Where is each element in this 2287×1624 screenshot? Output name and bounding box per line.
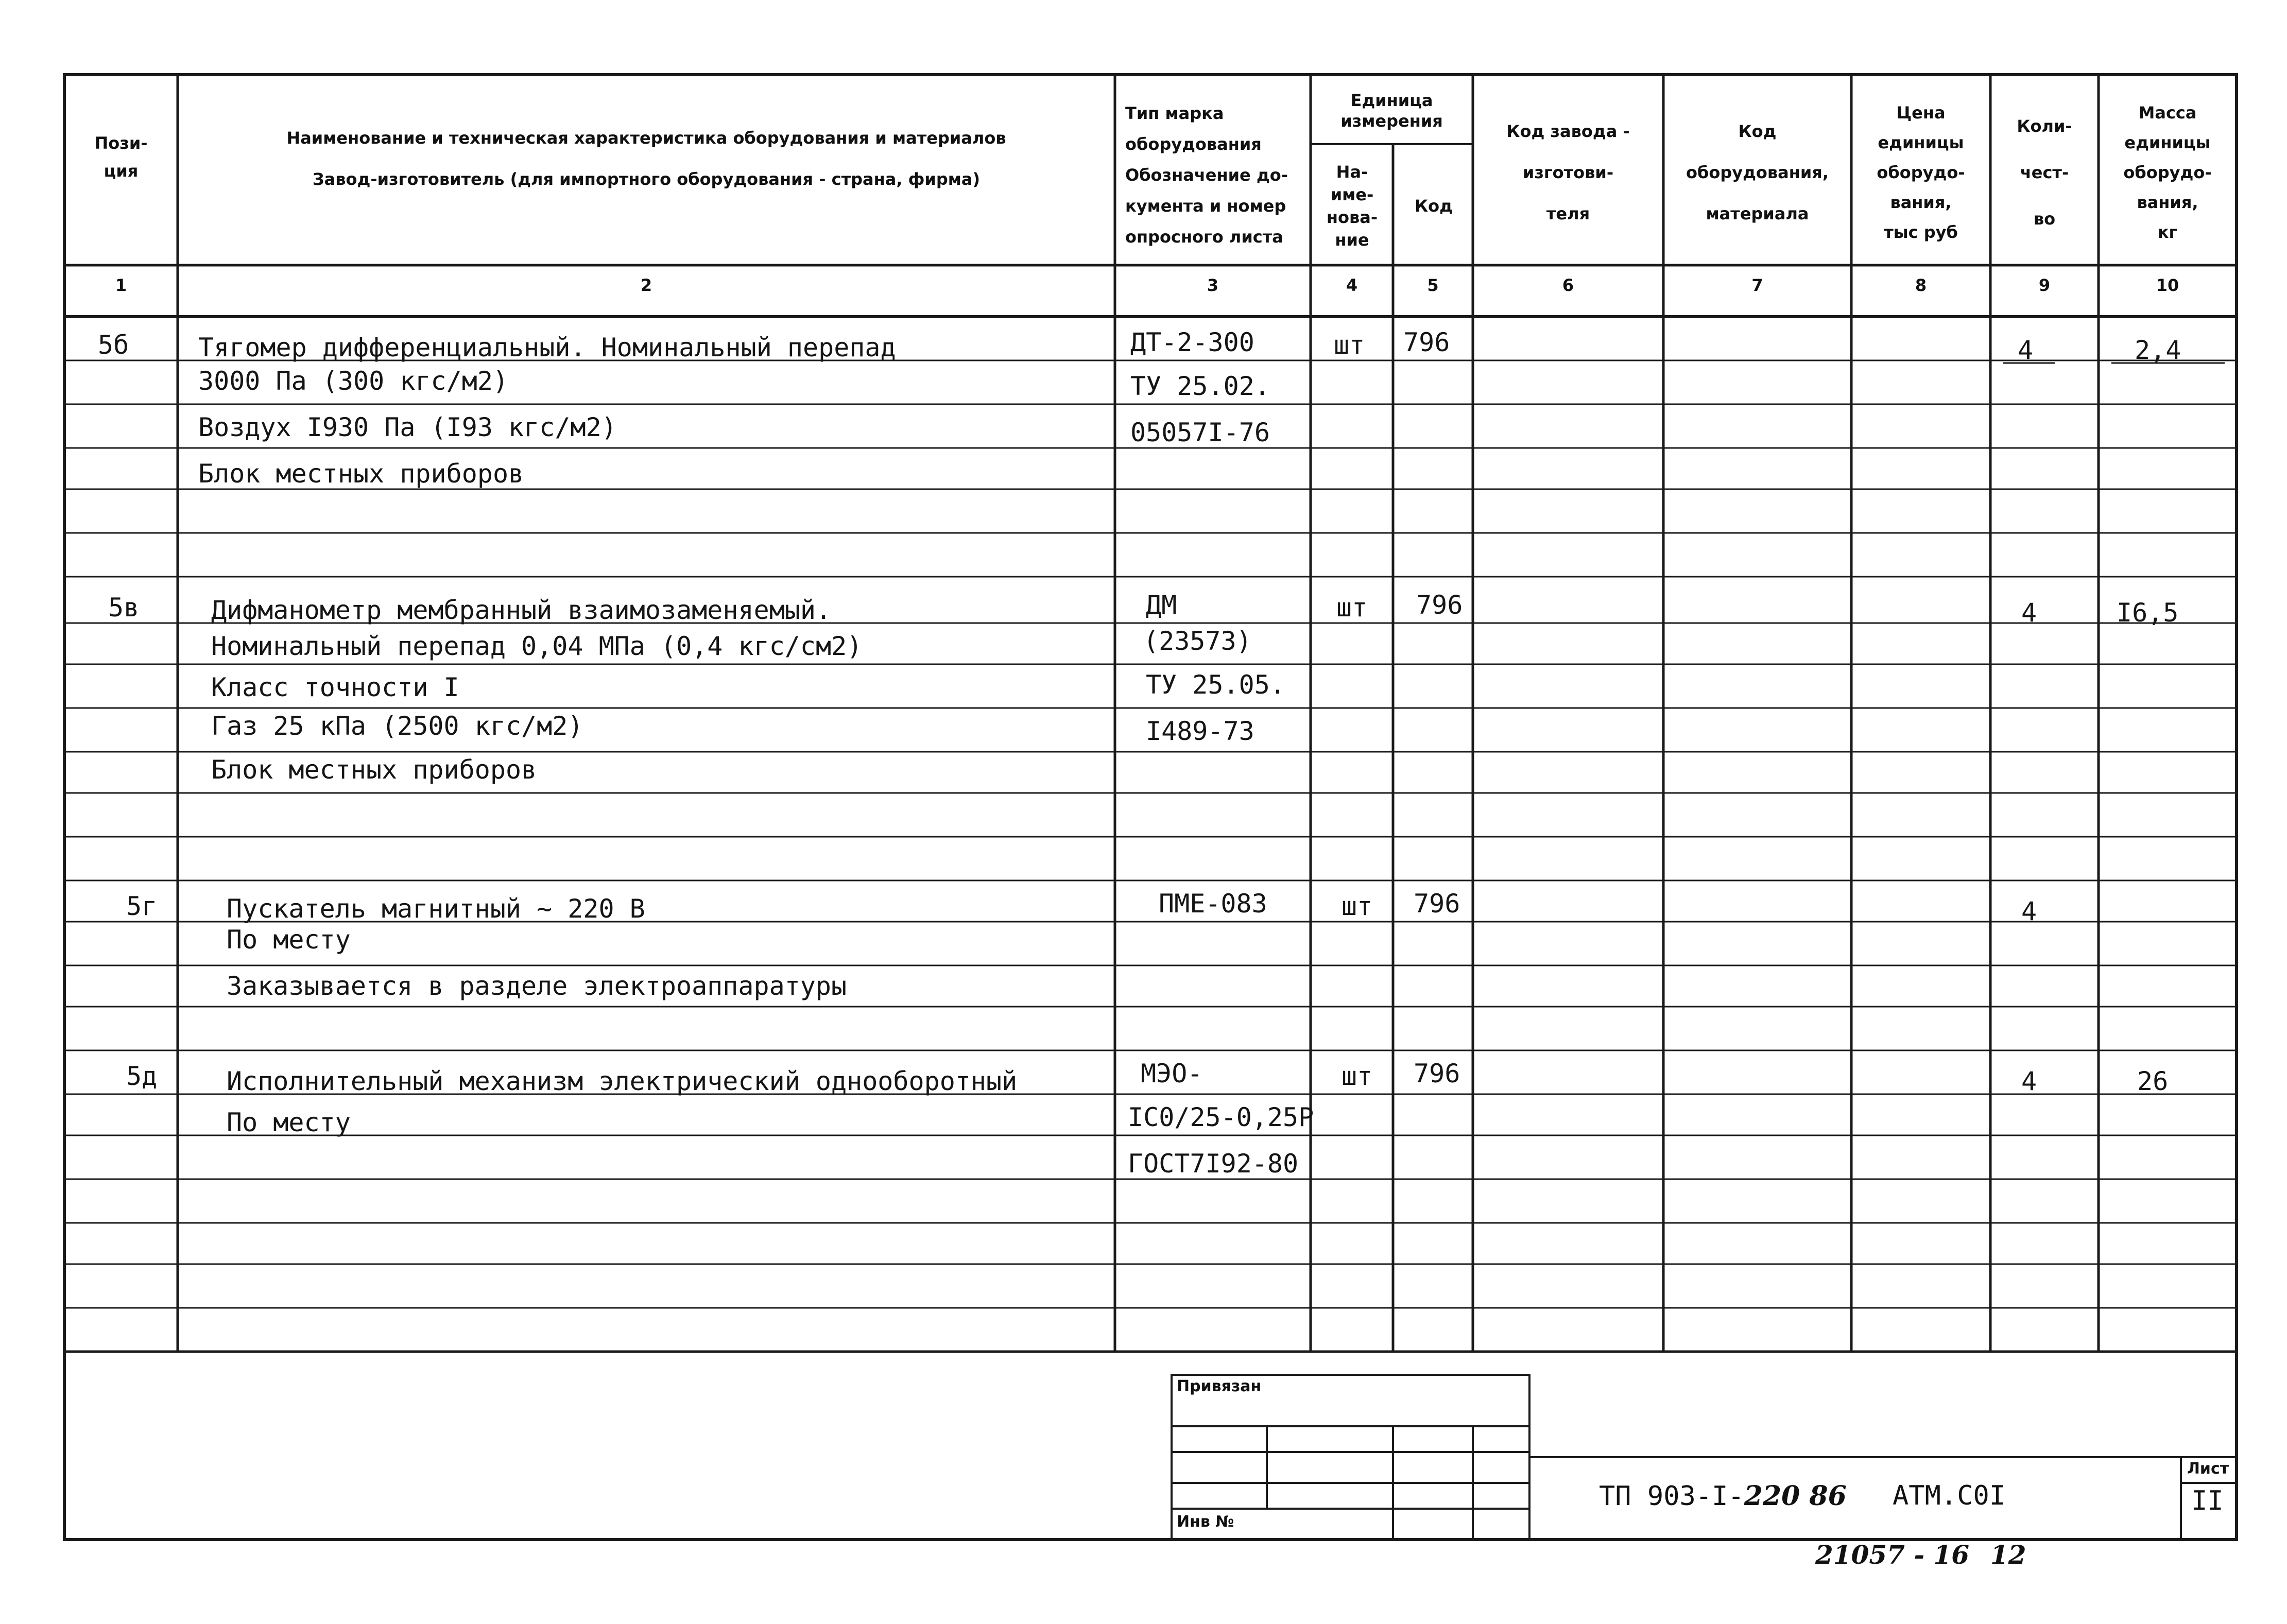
document-code: АТМ.С0I <box>1893 1480 2006 1511</box>
position-cell: 5б <box>98 330 129 360</box>
header-type-line: оборудования <box>1125 134 1262 154</box>
name-cell: Заказывается в разделе электроаппаратуры <box>227 971 847 1001</box>
name-cell: 3000 Па (300 кгс/м2) <box>198 366 509 396</box>
document-prefix: ТП 903-I- <box>1599 1481 1744 1512</box>
type-cell: ДТ-2-300 <box>1130 327 1254 357</box>
sheet-label: Лист <box>2187 1460 2229 1478</box>
mass-cell: I6,5 <box>2117 598 2179 628</box>
header-equipment-code-line: оборудования, <box>1686 163 1829 182</box>
footer-handwritten-number: 21057 - 16 <box>1815 1540 1970 1570</box>
header-unit-name-line: нова- <box>1326 208 1378 227</box>
type-cell: ТУ 25.05. <box>1146 670 1285 700</box>
column-number: 8 <box>1915 275 1927 295</box>
name-cell: Дифманометр мембранный взаимозаменяемый. <box>211 595 832 625</box>
name-cell: По месту <box>227 925 351 955</box>
document-number <box>1599 1480 1847 1512</box>
name-cell: Пускатель магнитный ~ 220 В <box>227 894 645 924</box>
header-name <box>180 116 1112 201</box>
type-cell: IС0/25-0,25Р <box>1128 1102 1314 1132</box>
type-cell: (23573) <box>1143 626 1252 656</box>
mass-cell: 26 <box>2137 1066 2169 1096</box>
unit-code-cell: 796 <box>1416 590 1463 620</box>
header-name-line: Завод-изготовитель (для импортного оборудования - страна, фирма) <box>312 169 981 189</box>
position-cell: 5д <box>126 1061 158 1091</box>
header-position <box>67 121 175 193</box>
name-cell: Блок местных приборов <box>211 755 537 785</box>
header-unit-name-line: На- <box>1336 162 1368 182</box>
name-cell: Класс точности I <box>211 672 459 702</box>
header-price <box>1854 82 1988 263</box>
name-cell: Исполнительный механизм электрический однооборотный <box>227 1066 1018 1096</box>
header-quantity-line: во <box>2033 209 2056 229</box>
header-type-line: Обозначение до- <box>1125 165 1288 185</box>
type-cell: ТУ 25.02. <box>1130 371 1270 401</box>
column-number: 10 <box>2156 275 2179 295</box>
type-cell: 05057I-76 <box>1130 418 1270 447</box>
header-factory-code-line: теля <box>1546 204 1590 223</box>
header-unit-group-line: Единица <box>1350 91 1433 110</box>
type-cell: I489-73 <box>1146 716 1254 746</box>
header-quantity-line: чест- <box>2020 163 2069 182</box>
header-factory-code <box>1475 82 1661 263</box>
header-unit-group-line: измерения <box>1340 111 1443 131</box>
header-mass-line: единицы <box>2124 133 2211 152</box>
quantity-cell: 4 <box>2018 335 2034 365</box>
header-price-line: Цена <box>1896 103 1946 123</box>
header-type-line: опросного листа <box>1125 227 1283 247</box>
name-cell: Газ 25 кПа (2500 кгс/м2) <box>211 711 583 741</box>
header-unit-name-line: ние <box>1335 230 1369 250</box>
header-mass-line: Масса <box>2138 103 2197 123</box>
header-equipment-code-line: материала <box>1706 204 1809 223</box>
quantity-cell: 4 <box>2021 896 2037 926</box>
column-number: 2 <box>640 275 652 295</box>
column-number: 5 <box>1427 275 1439 295</box>
header-mass <box>2101 82 2234 263</box>
unit-code-cell: 796 <box>1414 1059 1460 1089</box>
name-cell: Блок местных приборов <box>198 459 524 489</box>
position-cell: 5в <box>108 593 140 623</box>
header-mass-line: кг <box>2157 222 2178 242</box>
header-factory-code-line: изготови- <box>1522 163 1614 182</box>
header-unit-name-line: име- <box>1330 185 1374 204</box>
header-equipment-code-line: Код <box>1738 122 1777 141</box>
name-cell: По месту <box>227 1108 351 1137</box>
header-quantity <box>1993 82 2096 263</box>
unit-code-cell: 796 <box>1414 889 1460 919</box>
header-quantity-line: Коли- <box>2017 116 2072 136</box>
header-price-line: вания, <box>1890 193 1952 212</box>
header-name-line: Наименование и техническая характеристика оборудования и материалов <box>286 128 1006 148</box>
header-price-line: оборудо- <box>1877 163 1965 182</box>
column-number: 6 <box>1562 275 1574 295</box>
attached-label: Привязан <box>1177 1377 1262 1395</box>
header-mass-line: оборудо- <box>2123 163 2212 182</box>
column-number: 4 <box>1346 275 1358 295</box>
quantity-cell: 4 <box>2021 598 2037 628</box>
type-cell: ГОСТ7I92-80 <box>1128 1149 1299 1179</box>
header-unit-name <box>1312 149 1392 263</box>
unit-cell: шт <box>1334 330 1365 360</box>
header-type-line: Тип марка <box>1125 103 1224 123</box>
position-cell: 5г <box>126 891 158 921</box>
inventory-label: Инв № <box>1177 1513 1234 1531</box>
unit-cell: шт <box>1336 593 1368 623</box>
quantity-cell: 4 <box>2021 1066 2037 1096</box>
unit-cell: шт <box>1342 891 1373 921</box>
sheet-number: II <box>2191 1485 2224 1516</box>
header-type <box>1125 93 1311 257</box>
header-price-line: тыс руб <box>1884 222 1958 242</box>
column-number: 3 <box>1207 275 1219 295</box>
name-cell: Воздух I930 Па (I93 кгс/м2) <box>198 412 617 442</box>
header-unit-code <box>1396 149 1472 263</box>
header-type-line: кумента и номер <box>1125 196 1286 216</box>
column-number: 7 <box>1751 275 1763 295</box>
name-cell: Номинальный перепад 0,04 МПа (0,4 кгс/см2) <box>211 631 863 661</box>
type-cell: ПМЕ-083 <box>1159 889 1267 919</box>
header-mass-line: вания, <box>2137 193 2198 212</box>
unit-code-cell: 796 <box>1403 327 1450 357</box>
header-unit-code-line: Код <box>1415 196 1453 216</box>
header-position-line: ция <box>104 161 139 181</box>
header-factory-code-line: Код завода - <box>1506 122 1630 141</box>
name-cell: Тягомер дифференциальный. Номинальный перепад <box>198 333 896 362</box>
document-handwritten-number: 220 86 <box>1744 1480 1847 1512</box>
type-cell: ДМ <box>1146 590 1177 620</box>
unit-cell: шт <box>1342 1061 1373 1091</box>
header-price-line: единицы <box>1878 133 1964 152</box>
column-number: 1 <box>115 275 127 295</box>
footer-handwritten-sheet: 12 <box>1990 1540 2026 1570</box>
column-number: 9 <box>2038 275 2051 295</box>
header-unit-group <box>1313 80 1470 142</box>
mass-cell: 2,4 <box>2135 335 2181 365</box>
header-position-line: Пози- <box>94 133 148 153</box>
type-cell: МЭО- <box>1141 1059 1203 1089</box>
header-equipment-code <box>1666 82 1849 263</box>
